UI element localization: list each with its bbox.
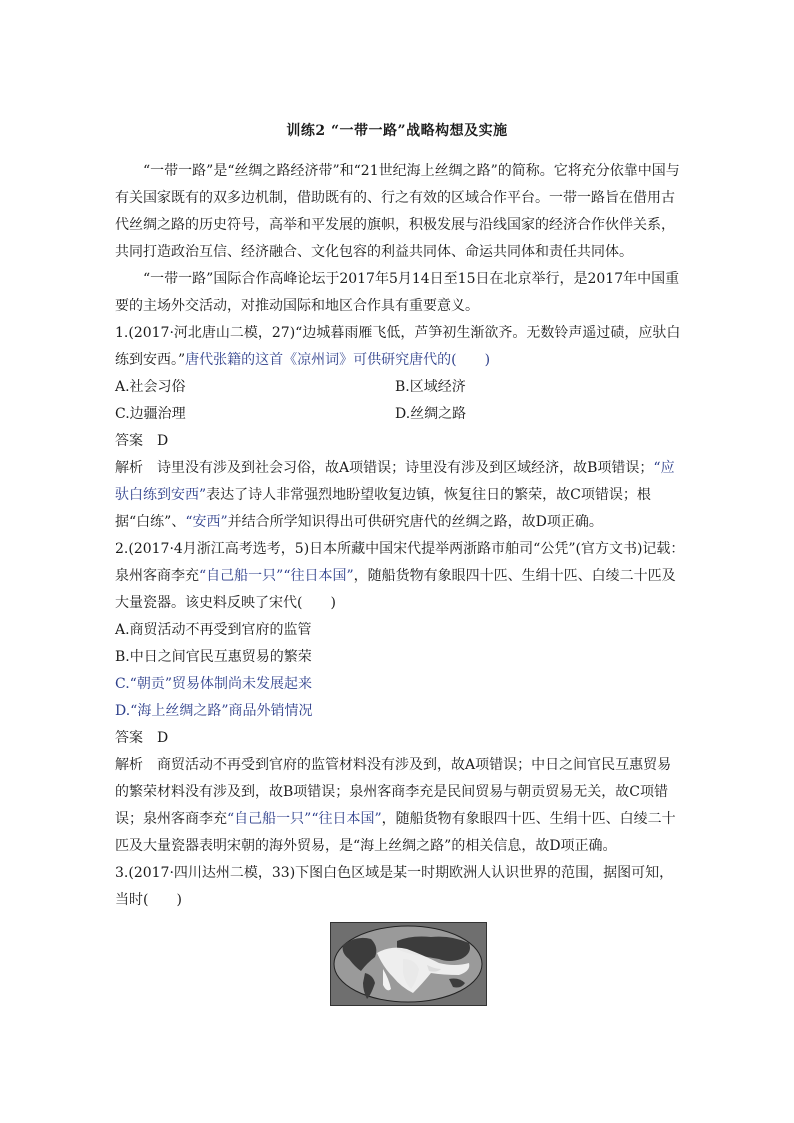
- world-map-image: [331, 923, 486, 1005]
- question-1-stem: [115, 320, 685, 374]
- answer-label: 答案: [115, 730, 143, 746]
- question-1-option-b: B.区域经济: [395, 379, 466, 395]
- question-1-option-a: A.社会习俗: [115, 379, 186, 395]
- question-1-analysis: [115, 455, 685, 536]
- page-title: 训练2 “一带一路”战略构想及实施: [286, 123, 508, 139]
- question-2-answer: [115, 725, 685, 752]
- document-body: [115, 158, 685, 914]
- analysis-label: 解析: [115, 757, 143, 773]
- question-2-stem-text: 2.(2017·4月浙江高考选考，5)日本所藏中国宋代提举两浙路市舶司“公凭”(官方文书)记载：泉州客商李充: [115, 541, 685, 584]
- question-1-stem-text: 1.(2017·河北唐山二模，27)“边城暮雨雁飞低，芦笋初生渐欲齐。无数铃声遥过碛，应驮白练到安西。”: [115, 325, 681, 368]
- question-1-answer: [115, 428, 685, 455]
- question-2-option-b: B.中日之间官民互惠贸易的繁荣: [115, 649, 312, 665]
- analysis-text: ，随船货物有象眼四十匹、生绢十匹、白绫二十匹及大量瓷器表明宋朝的海外贸易，是“海上丝绸之路”的相关信息，故D项正确。: [115, 811, 676, 854]
- answer-label: 答案: [115, 433, 143, 449]
- question-2-option-a: A.商贸活动不再受到官府的监管: [115, 622, 312, 638]
- analysis-text: 并结合所学知识得出可供研究唐代的丝绸之路，故D项正确。: [227, 514, 603, 530]
- analysis-label: 解析: [115, 460, 143, 476]
- analysis-text: 诗里没有涉及到社会习俗，故A项错误；诗里没有涉及到区域经济，故B项错误；: [157, 460, 654, 476]
- question-2-option-d: D.“海上丝绸之路”商品外销情况: [115, 703, 313, 719]
- question-2-stem-text: ，随船货物有象眼四十匹、生绢十匹、白绫二十匹及大量瓷器。该史料反映了宋代( ): [115, 568, 676, 611]
- answer-value: D: [157, 433, 169, 449]
- question-2-analysis: [115, 752, 685, 860]
- world-map-figure: [330, 922, 487, 1006]
- question-1-option-c: C.边疆治理: [115, 406, 186, 422]
- answer-value: D: [157, 730, 169, 746]
- analysis-quote: “应驮白练到安西”: [115, 460, 675, 503]
- analysis-text: 商贸活动不再受到官府的监管材料没有涉及到，故A项错误；中日之间官民互惠贸易的繁荣材料没有涉及到，故B项错误；泉州客商李充是民间贸易与朝贡贸易无关，故C项错误；泉州客商李充: [115, 757, 672, 827]
- question-2-stem-quote: “自己船一只”“往日本国”: [199, 568, 354, 584]
- analysis-quote: “安西”: [185, 514, 228, 530]
- question-3-stem: 3.(2017·四川达州二模，33)下图白色区域是某一时期欧洲人认识世界的范围，据图可知，当时( ): [115, 865, 674, 908]
- question-1-option-d: D.丝绸之路: [395, 406, 467, 422]
- analysis-text: 表达了诗人非常强烈地盼望收复边镇，恢复往日的繁荣，故C项错误；根据“白练”、: [115, 487, 651, 530]
- intro-paragraph-1: “一带一路”是“丝绸之路经济带”和“21世纪海上丝绸之路”的简称。它将充分依靠中国与有关国家既有的双多边机制，借助既有的、行之有效的区域合作平台。一带一路旨在借用古代丝绸之路的历史符号，高举和平发展的旗帜，积极发展与沿线国家的经济合作伙伴关系，共同打造政治互信、经济融合、文化包容的利益共同体、命运共同体和责任共同体。: [115, 163, 680, 260]
- question-1-options: [115, 374, 685, 428]
- question-1-stem-source: 唐代张籍的这首《凉州词》可供研究唐代的( ): [185, 352, 491, 368]
- question-2-stem: [115, 536, 685, 617]
- intro-paragraph-2: “一带一路”国际合作高峰论坛于2017年5月14日至15日在北京举行，是2017年中国重要的主场外交活动，对推动国际和地区合作具有重要意义。: [115, 271, 680, 314]
- analysis-quote: “自己船一只”“往日本国”: [227, 811, 382, 827]
- question-2-option-c: C.“朝贡”贸易体制尚未发展起来: [115, 676, 312, 692]
